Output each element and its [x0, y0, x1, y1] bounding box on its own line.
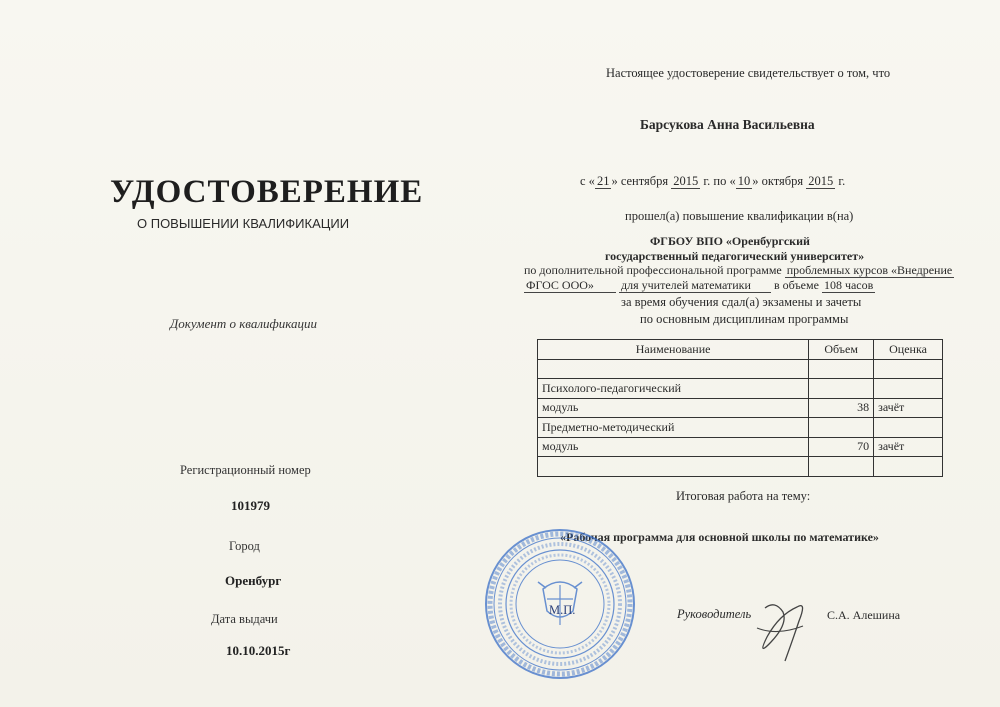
table-cell: зачёт — [874, 437, 943, 457]
issue-date-label: Дата выдачи — [211, 612, 278, 626]
table-cell: Психолого-педагогический — [538, 379, 809, 399]
table-cell: зачёт — [874, 398, 943, 418]
table-cell — [874, 359, 943, 379]
from-year: 2015 — [673, 174, 699, 188]
table-cell — [874, 379, 943, 399]
head-label: Руководитель — [677, 607, 752, 621]
program-name-part3: для учителей математики — [619, 278, 771, 293]
stamp-mark-label: М.П. — [549, 603, 576, 617]
to-day: 10 — [737, 174, 751, 188]
to-year: 2015 — [808, 174, 834, 188]
program-name-part1: проблемных курсов «Внедрение — [786, 263, 953, 277]
program-line1: по дополнительной профессиональной программе проблемных курсов «Внедрение — [524, 263, 953, 277]
table-cell: 38 — [809, 398, 874, 418]
table-cell — [809, 379, 874, 399]
table-cell — [538, 457, 809, 477]
person-name: Барсукова Анна Васильевна — [640, 117, 815, 132]
table-row — [538, 457, 943, 477]
document-type: Документ о квалификации — [170, 316, 317, 331]
signature-icon — [735, 580, 830, 680]
table-cell: модуль — [538, 437, 809, 457]
table-cell — [809, 418, 874, 438]
table-row — [538, 437, 943, 457]
certificate-subtitle: О ПОВЫШЕНИИ КВАЛИФИКАЦИИ — [137, 216, 350, 231]
training-period: с « 21 » сентября 2015 г. по « 10 » октября 2015 г. — [580, 174, 846, 188]
table-cell — [809, 359, 874, 379]
table-cell: 70 — [809, 437, 874, 457]
registration-label: Регистрационный номер — [180, 463, 311, 477]
registration-number: 101979 — [231, 498, 270, 513]
program-name-part2: ФГОС ООО» — [524, 278, 616, 293]
final-work-label: Итоговая работа на тему: — [676, 489, 811, 503]
city-label: Город — [229, 539, 260, 553]
organization-line2: государственный педагогический университет» — [605, 249, 865, 263]
table-row — [538, 379, 943, 399]
city-value: Оренбург — [225, 573, 282, 588]
exams-line1: за время обучения сдал(а) экзамены и зачеты — [621, 295, 862, 309]
final-work-title: «Рабочая программа для основной школы по математике» — [560, 530, 879, 544]
table-cell: Предметно-методический — [538, 418, 809, 438]
header-name: Наименование — [538, 340, 809, 360]
header-grade: Оценка — [874, 340, 943, 360]
table-header-row — [538, 340, 943, 360]
exams-line2: по основным дисциплинам программы — [640, 312, 849, 326]
table-cell — [874, 457, 943, 477]
from-day: 21 — [596, 174, 610, 188]
head-name: С.А. Алешина — [827, 608, 901, 622]
intro-text: Настоящее удостоверение свидетельствует о том, что — [606, 66, 891, 80]
table-cell: модуль — [538, 398, 809, 418]
issue-date: 10.10.2015г — [226, 643, 291, 658]
table-row — [538, 398, 943, 418]
table-cell — [874, 418, 943, 438]
passed-text: прошел(а) повышение квалификации в(на) — [625, 209, 854, 223]
program-hours: 108 часов — [823, 278, 874, 292]
grades-table — [537, 339, 943, 477]
certificate-title: УДОСТОВЕРЕНИЕ — [110, 174, 424, 210]
table-row — [538, 418, 943, 438]
table-cell — [809, 457, 874, 477]
table-row — [538, 359, 943, 379]
table-cell — [538, 359, 809, 379]
organization-line1: ФГБОУ ВПО «Оренбургский — [650, 234, 810, 248]
program-line2: ФГОС ООО» для учителей математики в объеме 108 часов — [526, 278, 874, 292]
header-volume: Объем — [809, 340, 874, 360]
